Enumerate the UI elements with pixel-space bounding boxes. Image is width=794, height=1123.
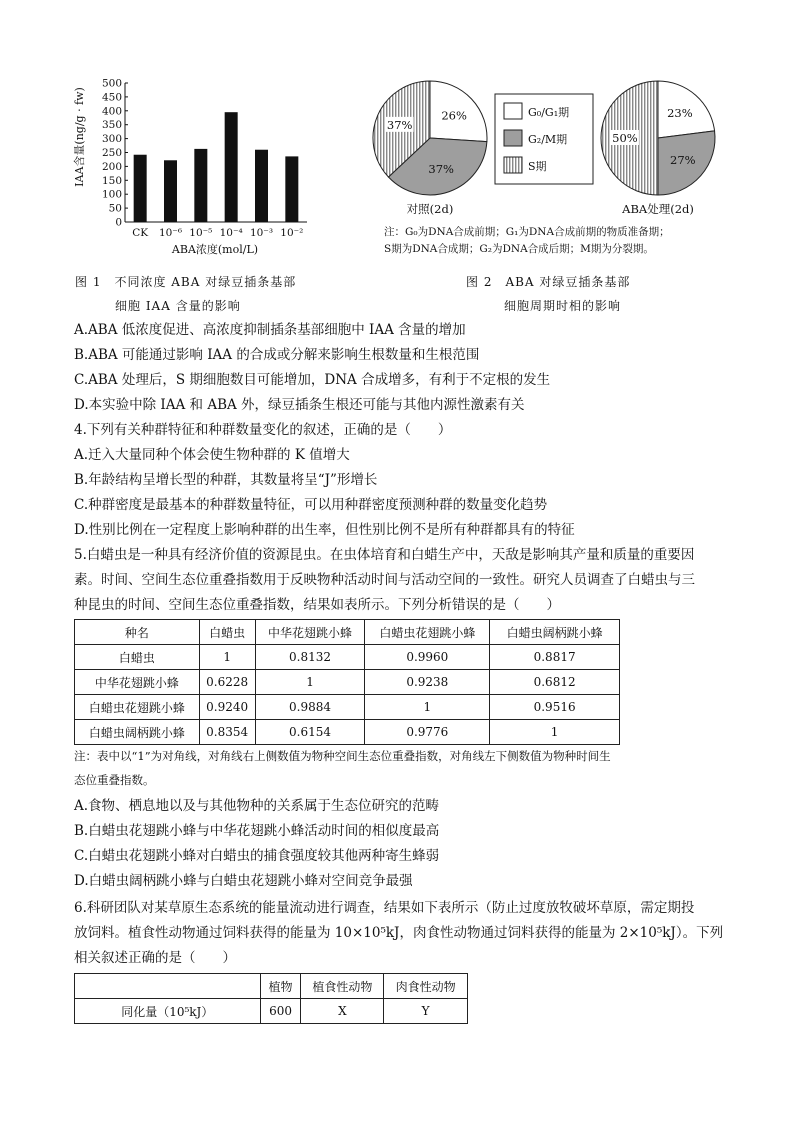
q5-option-b: B.白蜡虫花翅跳小蜂与中华花翅跳小蜂活动时间的相似度最高 [74,823,440,839]
legend-label-s: S期 [528,160,547,173]
q6-header-cell: 肉食性动物 [384,974,468,999]
figure1-bar-chart [75,75,315,265]
y-tick-label: 300 [101,133,122,146]
table-cell: 0.6154 [255,720,365,745]
table-cell: 0.8354 [199,720,255,745]
q5-note-line2: 态位重叠指数。 [74,773,155,787]
bar [194,149,207,222]
table-cell: 0.9516 [490,695,620,720]
y-tick-label: 200 [101,160,122,173]
bar [225,112,238,222]
q3-option-c: C.ABA 处理后，S 期细胞数目可能增加，DNA 合成增多，有利于不定根的发生 [74,372,551,388]
pie-value-label: 23% [667,106,693,121]
y-tick-label: 100 [101,188,122,201]
table-cell: 600 [260,999,301,1024]
q5-stem-line3: 种昆虫的时间、空间生态位重叠指数，结果如表所示。下列分析错误的是（ ） [74,597,560,613]
q5-option-c: C.白蜡虫花翅跳小蜂对白蜡虫的捕食强度较其他两种寄生蜂弱 [74,848,440,864]
q5-note-line1: 注：表中以“1”为对角线，对角线右上侧数值为物种空间生态位重叠指数，对角线左下侧数值为物种时间生 [74,749,611,763]
pie-value-label: 26% [441,108,467,123]
table-cell: 0.9238 [365,670,490,695]
y-tick-label: 400 [101,105,122,118]
pie-value-label: 37% [386,117,413,132]
y-tick-label: 500 [101,77,122,90]
y-tick-label: 350 [101,119,122,132]
q5-header-cell: 种名 [75,620,200,645]
q4-option-b: B.年龄结构呈增长型的种群，其数量将呈“J”形增长 [74,472,378,488]
table-cell: 中华花翅跳小蜂 [75,670,200,695]
q4-option-d: D.性别比例在一定程度上影响种群的出生率，但性别比例不是所有种群都具有的特征 [74,522,575,538]
q3-option-d: D.本实验中除 IAA 和 ABA 外，绿豆插条生根还可能与其他内源性激素有关 [74,397,525,413]
table-row [75,695,620,720]
legend-label-g2m: G₂/M期 [528,133,568,146]
pie-label-control: 对照(2d) [406,202,454,216]
figure1-y-axis-label: IAA含量(ng/g · fw) [73,87,86,187]
table-cell: 0.9884 [255,695,365,720]
y-tick-label: 0 [115,216,122,229]
y-tick-label: 250 [101,147,122,159]
table-cell: 同化量（10⁵kJ） [75,999,261,1024]
q5-option-d: D.白蜡虫阔柄跳小蜂与白蜡虫花翅跳小蜂对空间竞争最强 [74,873,413,889]
bar [164,160,177,222]
bar [255,150,268,222]
table-cell: 1 [490,720,620,745]
legend-label-g0g1: G₀/G₁期 [528,106,570,119]
q4-option-a: A.迁入大量同种个体会使生物种群的 K 值增大 [74,447,350,463]
q5-header-cell: 白蜡虫阔柄跳小蜂 [490,620,620,645]
q5-table-header [75,620,620,645]
q5-header-cell: 白蜡虫 [199,620,255,645]
figure1-bars [134,112,299,222]
q4-option-c: C.种群密度是最基本的种群数量特征，可以用种群密度预测种群的数量变化趋势 [74,497,548,513]
table-cell: 1 [199,645,255,670]
figure1-caption-line2: 细胞 IAA 含量的影响 [115,299,241,313]
table-cell: Y [384,999,468,1024]
table-cell: 白蜡虫阔柄跳小蜂 [75,720,200,745]
figure1-x-axis-label: ABA浓度(mol/L) [171,243,259,256]
table-row [75,720,620,745]
bar [134,155,147,222]
pie-label-aba: ABA处理(2d) [622,202,694,216]
q6-stem-line1: 6.科研团队对某草原生态系统的能量流动进行调查，结果如下表所示（防止过度放牧破坏草原，需定期投 [74,900,695,916]
q5-stem-line2: 素。时间、空间生态位重叠指数用于反映物种活动时间与活动空间的一致性。研究人员调查了白蜡虫与三 [74,572,695,588]
q3-option-a: A.ABA 低浓度促进、高浓度抑制插条基部细胞中 IAA 含量的增加 [74,322,466,338]
legend-swatch-g0g1 [504,103,522,119]
table-cell: 白蜡虫 [75,645,200,670]
y-tick-label: 150 [101,174,122,187]
figure2-pie-charts [368,75,718,265]
x-tick-label: 10⁻³ [249,227,274,239]
q6-stem-line3: 相关叙述正确的是（ ） [74,950,236,966]
q6-header-cell: 植食性动物 [301,974,384,999]
figure2-note-line1: 注：G₀为DNA合成前期；G₁为DNA合成前期的物质准备期； [384,226,670,238]
x-tick-label: CK [132,227,149,239]
table-cell: 0.6812 [490,670,620,695]
figure2-caption-line1: 图 2 ABA 对绿豆插条基部 [466,275,631,289]
q5-table [74,619,620,745]
x-tick-label: 10⁻⁵ [189,227,213,239]
pie-value-label: 27% [670,152,696,167]
y-tick-label: 50 [108,202,122,215]
figure2-legend [495,94,593,184]
table-cell: 0.6228 [199,670,255,695]
figure2-note-line2: S期为DNA合成期；G₂为DNA合成后期；M期为分裂期。 [384,243,654,255]
x-tick-label: 10⁻⁴ [219,227,243,239]
x-tick-label: 10⁻² [280,227,304,239]
table-row [75,999,468,1024]
table-cell: 0.9776 [365,720,490,745]
legend-swatch-s [504,157,522,173]
pie-value-label: 50% [612,131,638,145]
bar [285,156,298,222]
q6-table-header [75,974,468,999]
figure2-caption-line2: 细胞周期时相的影响 [504,299,622,313]
table-cell: 0.8817 [490,645,620,670]
q6-stem-line2: 放饲料。植食性动物通过饲料获得的能量为 10×10⁵kJ，肉食性动物通过饲料获得的能量为 2×10⁵kJ）。下列 [74,925,724,941]
table-cell: 1 [255,670,365,695]
q4-stem: 4.下列有关种群特征和种群数量变化的叙述，正确的是（ ） [74,422,452,438]
table-cell: 白蜡虫花翅跳小蜂 [75,695,200,720]
q5-header-cell: 白蜡虫花翅跳小蜂 [365,620,490,645]
q5-header-cell: 中华花翅跳小蜂 [255,620,365,645]
table-row [75,645,620,670]
table-cell: 1 [365,695,490,720]
table-cell: 0.8132 [255,645,365,670]
q6-header-cell: 植物 [260,974,301,999]
table-cell: X [301,999,384,1024]
pie-value-label: 37% [428,162,454,177]
table-cell: 0.9960 [365,645,490,670]
table-cell: 0.9240 [199,695,255,720]
q5-stem-line1: 5.白蜡虫是一种具有经济价值的资源昆虫。在虫体培育和白蜡生产中，天敌是影响其产量和质量的重要因 [74,547,695,563]
q6-table [74,973,468,1024]
table-row [75,670,620,695]
y-tick-label: 450 [101,91,122,104]
figure1-caption-line1: 图 1 不同浓度 ABA 对绿豆插条基部 [75,275,297,289]
legend-swatch-g2m [504,130,522,146]
x-tick-label: 10⁻⁶ [158,227,183,239]
q6-header-cell [75,974,261,999]
q3-option-b: B.ABA 可能通过影响 IAA 的合成或分解来影响生根数量和生根范围 [74,347,480,363]
q5-option-a: A.食物、栖息地以及与其他物种的关系属于生态位研究的范畴 [74,798,440,814]
